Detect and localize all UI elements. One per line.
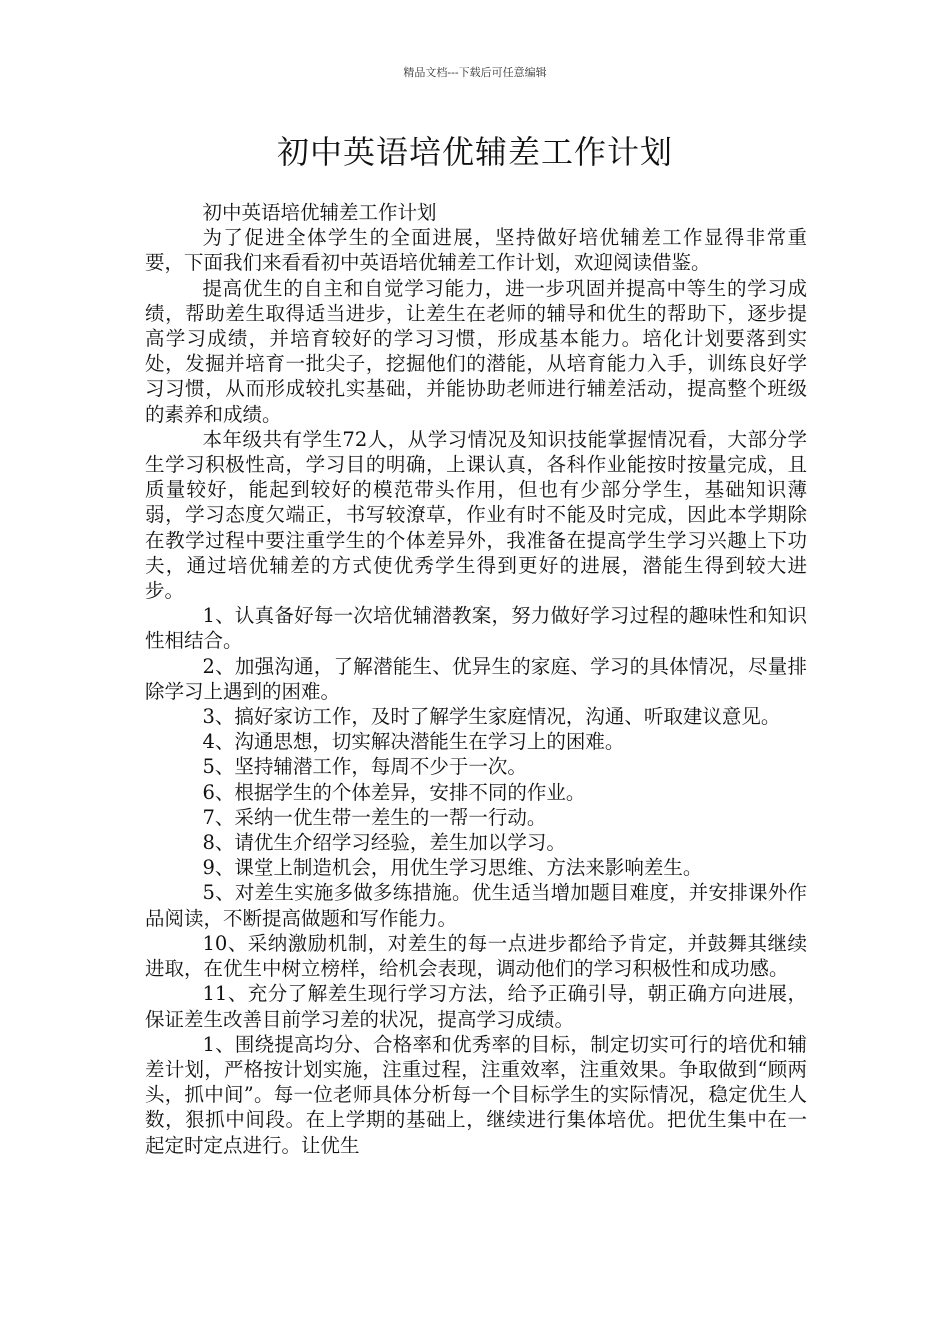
list-item: 4、沟通思想，切实解决潜能生在学习上的困难。 [202,730,625,754]
paragraph: 初中英语培优辅差工作计划 [202,201,437,224]
list-item: 1、围绕提高均分、合格率和优秀率的目标，制定切实可行的培优和辅差计划，严格按计划实施，注重过程，注重效率，注重效果。争取做到“顾两头，抓中间”。每一位老师具体分析每一个目标学生的实际情况，稳定优生人数，狠抓中间段。在上学期的基础上，继续进行集体培优。把优生集中在一起定时定点进行。让优生 [145,1032,807,1157]
list-item: 1、认真备好每一次培优辅潜教案，努力做好学习过程的趣味性和知识性相结合。 [145,604,807,653]
document-body [145,200,807,1158]
list-item: 5、对差生实施多做多练措施。优生适当增加题目难度，并安排课外作品阅读，不断提高做题和写作能力。 [145,881,807,930]
list-item: 6、根据学生的个体差异，安排不同的作业。 [202,780,586,804]
list-item: 11、充分了解差生现行学习方法，给予正确引导，朝正确方向进展，保证差生改善目前学习差的状况，提高学习成绩。 [145,982,807,1031]
list-item: 2、加强沟通，了解潜能生、优异生的家庭、学习的具体情况，尽量排除学习上遇到的困难。 [145,654,807,703]
list-item: 7、采纳一优生带一差生的一帮一行动。 [202,805,547,829]
paragraph: 提高优生的自主和自觉学习能力，进一步巩固并提高中等生的学习成绩，帮助差生取得适当进步，让差生在老师的辅导和优生的帮助下，逐步提高学习成绩，并培育较好的学习习惯，形成基本能力。培化计划要落到实处，发掘并培育一批尖子，挖掘他们的潜能，从培育能力入手，训练良好学习习惯，从而形成较扎实基础，并能协助老师进行辅差活动，提高整个班级的素养和成绩。 [145,276,807,426]
list-item: 8、请优生介绍学习经验，差生加以学习。 [202,831,566,855]
list-item: 5、坚持辅潜工作，每周不少于一次。 [202,755,527,779]
list-item: 9、课堂上制造机会，用优生学习思维、方法来影响差生。 [202,856,703,880]
paragraph: 为了促进全体学生的全面进展，坚持做好培优辅差工作显得非常重要，下面我们来看看初中英语培优辅差工作计划，欢迎阅读借鉴。 [145,226,807,275]
page-header: 精品文档---下载后可任意编辑 [403,66,547,79]
paragraph: 本年级共有学生72人，从学习情况及知识技能掌握情况看，大部分学生学习积极性高，学习目的明确，上课认真，各科作业能按时按量完成，且质量较好，能起到较好的模范带头作用，但也有少部分学生，基础知识薄弱，学习态度欠端正，书写较潦草，作业有时不能及时完成，因此本学期除在教学过程中要注重学生的个体差异外，我准备在提高学生学习兴趣上下功夫，通过培优辅差的方式使优秀学生得到更好的进展，潜能生得到较大进步。 [145,427,807,603]
list-item: 10、采纳激励机制，对差生的每一点进步都给予肯定，并鼓舞其继续进取，在优生中树立榜样，给机会表现，调动他们的学习积极性和成功感。 [145,931,807,981]
document-title: 初中英语培优辅差工作计划 [276,133,673,171]
list-item: 3、搞好家访工作，及时了解学生家庭情况，沟通、听取建议意见。 [202,705,781,729]
